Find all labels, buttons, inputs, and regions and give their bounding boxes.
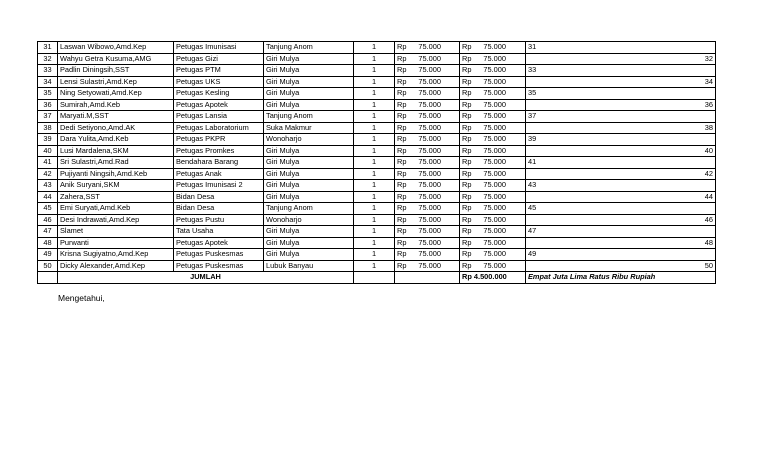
table-row (38, 249, 716, 261)
employee-name: Krisna Sugiyatno,Amd.Kep (58, 249, 174, 261)
unit-rate (395, 111, 460, 123)
work-location: Giri Mulya (264, 53, 354, 65)
amount-value: 75.000 (483, 145, 506, 155)
signature-cell[interactable]: 37 (526, 111, 716, 123)
currency-label: Rp (397, 226, 407, 236)
table-row (38, 168, 716, 180)
row-amount (460, 203, 526, 215)
currency-label: Rp (462, 145, 472, 155)
amount-value: 75.000 (483, 168, 506, 178)
row-number: 46 (38, 214, 58, 226)
total-no-cell (38, 272, 58, 284)
row-number: 41 (38, 157, 58, 169)
row-amount (460, 53, 526, 65)
row-number: 37 (38, 111, 58, 123)
row-amount (460, 76, 526, 88)
unit-rate (395, 237, 460, 249)
employee-name: Slamet (58, 226, 174, 238)
amount-value: 75.000 (483, 99, 506, 109)
honorarium-table (37, 41, 716, 284)
employee-role: Petugas Puskesmas (174, 260, 264, 272)
signature-cell[interactable]: 40 (526, 145, 716, 157)
signature-cell[interactable]: 43 (526, 180, 716, 192)
amount-value: 75.000 (483, 214, 506, 224)
employee-role: Petugas Apotek (174, 99, 264, 111)
currency-label: Rp (462, 122, 472, 132)
employee-role: Petugas Kesling (174, 88, 264, 100)
row-number: 44 (38, 191, 58, 203)
work-location: Giri Mulya (264, 88, 354, 100)
currency-label: Rp (462, 168, 472, 178)
work-location: Giri Mulya (264, 168, 354, 180)
unit-rate (395, 203, 460, 215)
currency-label: Rp (397, 53, 407, 63)
employee-name: Purwanti (58, 237, 174, 249)
rate-value: 75.000 (418, 191, 441, 201)
employee-name: Laswan Wibowo,Amd.Kep (58, 42, 174, 54)
employee-role: Bidan Desa (174, 203, 264, 215)
quantity: 1 (354, 111, 395, 123)
total-in-words: Empat Juta Lima Ratus Ribu Rupiah (526, 272, 716, 284)
row-number: 47 (38, 226, 58, 238)
currency-label: Rp (462, 134, 472, 144)
row-amount (460, 237, 526, 249)
currency-label: Rp (397, 42, 407, 52)
row-amount (460, 157, 526, 169)
currency-label: Rp (397, 88, 407, 98)
employee-name: Dara Yulita,Amd.Keb (58, 134, 174, 146)
unit-rate (395, 42, 460, 54)
row-number: 31 (38, 42, 58, 54)
table-row (38, 157, 716, 169)
row-amount (460, 249, 526, 261)
row-amount (460, 111, 526, 123)
amount-value: 75.000 (483, 76, 506, 86)
row-number: 49 (38, 249, 58, 261)
employee-role: Petugas PKPR (174, 134, 264, 146)
unit-rate (395, 214, 460, 226)
signature-cell[interactable]: 45 (526, 203, 716, 215)
row-amount (460, 65, 526, 77)
row-amount (460, 168, 526, 180)
rate-value: 75.000 (418, 203, 441, 213)
total-row (38, 272, 716, 284)
work-location: Wonoharjo (264, 134, 354, 146)
table-row (38, 237, 716, 249)
rate-value: 75.000 (418, 88, 441, 98)
currency-label: Rp (397, 157, 407, 167)
table-row (38, 53, 716, 65)
amount-value: 75.000 (483, 53, 506, 63)
employee-role: Petugas Pustu (174, 214, 264, 226)
currency-label: Rp (462, 99, 472, 109)
work-location: Giri Mulya (264, 180, 354, 192)
work-location: Giri Mulya (264, 226, 354, 238)
signature-cell[interactable]: 46 (526, 214, 716, 226)
row-number: 35 (38, 88, 58, 100)
amount-value: 75.000 (483, 180, 506, 190)
row-amount (460, 226, 526, 238)
employee-role: Petugas PTM (174, 65, 264, 77)
quantity: 1 (354, 145, 395, 157)
table-row (38, 88, 716, 100)
currency-label: Rp (462, 88, 472, 98)
employee-role: Petugas Promkes (174, 145, 264, 157)
quantity: 1 (354, 76, 395, 88)
employee-role: Petugas Apotek (174, 237, 264, 249)
amount-value: 75.000 (483, 191, 506, 201)
signature-cell[interactable]: 32 (526, 53, 716, 65)
rate-value: 75.000 (418, 99, 441, 109)
table-row (38, 42, 716, 54)
currency-label: Rp (397, 76, 407, 86)
currency-label: Rp (462, 260, 472, 270)
quantity: 1 (354, 122, 395, 134)
rate-value: 75.000 (418, 180, 441, 190)
employee-role: Tata Usaha (174, 226, 264, 238)
unit-rate (395, 226, 460, 238)
work-location: Lubuk Banyau (264, 260, 354, 272)
rate-value: 75.000 (418, 214, 441, 224)
row-number: 36 (38, 99, 58, 111)
work-location: Tanjung Anom (264, 203, 354, 215)
employee-name: Dedi Setiyono,Amd.AK (58, 122, 174, 134)
total-amount: Rp 4.500.000 (460, 272, 526, 284)
rate-value: 75.000 (418, 111, 441, 121)
rate-value: 75.000 (418, 260, 441, 270)
row-number: 39 (38, 134, 58, 146)
total-label: JUMLAH (58, 272, 354, 284)
employee-role: Bidan Desa (174, 191, 264, 203)
signature-cell[interactable]: 47 (526, 226, 716, 238)
currency-label: Rp (462, 42, 472, 52)
currency-label: Rp (397, 191, 407, 201)
employee-role: Petugas Imunisasi 2 (174, 180, 264, 192)
employee-role: Petugas Laboratorium (174, 122, 264, 134)
quantity: 1 (354, 134, 395, 146)
quantity: 1 (354, 203, 395, 215)
rate-value: 75.000 (418, 134, 441, 144)
employee-name: Maryati.M,SST (58, 111, 174, 123)
table-row (38, 145, 716, 157)
row-amount (460, 122, 526, 134)
quantity: 1 (354, 191, 395, 203)
unit-rate (395, 249, 460, 261)
rate-value: 75.000 (418, 157, 441, 167)
signature-cell[interactable]: 49 (526, 249, 716, 261)
table-row (38, 76, 716, 88)
row-amount (460, 260, 526, 272)
table-row (38, 260, 716, 272)
quantity: 1 (354, 99, 395, 111)
row-number: 33 (38, 65, 58, 77)
unit-rate (395, 88, 460, 100)
amount-value: 75.000 (483, 88, 506, 98)
row-amount (460, 191, 526, 203)
signature-cell[interactable]: 33 (526, 65, 716, 77)
row-amount (460, 180, 526, 192)
quantity: 1 (354, 237, 395, 249)
currency-label: Rp (462, 76, 472, 86)
work-location: Giri Mulya (264, 191, 354, 203)
row-number: 43 (38, 180, 58, 192)
work-location: Giri Mulya (264, 157, 354, 169)
currency-label: Rp (397, 168, 407, 178)
table-row (38, 99, 716, 111)
work-location: Wonoharjo (264, 214, 354, 226)
currency-label: Rp (397, 249, 407, 259)
signature-cell[interactable]: 38 (526, 122, 716, 134)
employee-name: Pujiyanti Ningsih,Amd.Keb (58, 168, 174, 180)
signature-cell[interactable]: 41 (526, 157, 716, 169)
currency-label: Rp (397, 65, 407, 75)
quantity: 1 (354, 214, 395, 226)
closing-text: Mengetahui, (58, 293, 105, 303)
currency-label: Rp (397, 180, 407, 190)
table-row (38, 203, 716, 215)
unit-rate (395, 157, 460, 169)
currency-label: Rp (397, 145, 407, 155)
currency-label: Rp (397, 111, 407, 121)
signature-cell[interactable]: 44 (526, 191, 716, 203)
employee-name: Anik Suryani,SKM (58, 180, 174, 192)
employee-role: Petugas Puskesmas (174, 249, 264, 261)
total-qty-cell (354, 272, 395, 284)
quantity: 1 (354, 88, 395, 100)
unit-rate (395, 180, 460, 192)
signature-cell[interactable]: 34 (526, 76, 716, 88)
quantity: 1 (354, 249, 395, 261)
table-row (38, 214, 716, 226)
table-row (38, 134, 716, 146)
signature-cell[interactable]: 31 (526, 42, 716, 54)
employee-name: Lensi Sulastri,Amd.Kep (58, 76, 174, 88)
row-number: 48 (38, 237, 58, 249)
amount-value: 75.000 (483, 203, 506, 213)
currency-label: Rp (397, 99, 407, 109)
table-row (38, 111, 716, 123)
unit-rate (395, 168, 460, 180)
currency-label: Rp (462, 191, 472, 201)
quantity: 1 (354, 168, 395, 180)
amount-value: 75.000 (483, 249, 506, 259)
rate-value: 75.000 (418, 226, 441, 236)
quantity: 1 (354, 260, 395, 272)
quantity: 1 (354, 157, 395, 169)
row-number: 42 (38, 168, 58, 180)
currency-label: Rp (462, 237, 472, 247)
unit-rate (395, 76, 460, 88)
work-location: Tanjung Anom (264, 42, 354, 54)
quantity: 1 (354, 180, 395, 192)
unit-rate (395, 145, 460, 157)
currency-label: Rp (397, 134, 407, 144)
table-row (38, 180, 716, 192)
employee-role: Petugas UKS (174, 76, 264, 88)
signature-cell[interactable]: 36 (526, 99, 716, 111)
signature-cell[interactable]: 50 (526, 260, 716, 272)
row-number: 32 (38, 53, 58, 65)
table-body (38, 42, 716, 272)
employee-role: Petugas Anak (174, 168, 264, 180)
row-amount (460, 99, 526, 111)
unit-rate (395, 260, 460, 272)
currency-label: Rp (397, 214, 407, 224)
currency-label: Rp (462, 226, 472, 236)
work-location: Giri Mulya (264, 99, 354, 111)
row-amount (460, 42, 526, 54)
row-number: 38 (38, 122, 58, 134)
work-location: Giri Mulya (264, 65, 354, 77)
signature-cell[interactable]: 48 (526, 237, 716, 249)
rate-value: 75.000 (418, 145, 441, 155)
amount-value: 75.000 (483, 226, 506, 236)
employee-name: Sumirah,Amd.Keb (58, 99, 174, 111)
row-number: 34 (38, 76, 58, 88)
rate-value: 75.000 (418, 237, 441, 247)
rate-value: 75.000 (418, 168, 441, 178)
amount-value: 75.000 (483, 65, 506, 75)
currency-label: Rp (462, 157, 472, 167)
currency-label: Rp (397, 122, 407, 132)
employee-role: Bendahara Barang (174, 157, 264, 169)
signature-cell[interactable]: 42 (526, 168, 716, 180)
employee-name: Desi Indrawati,Amd.Kep (58, 214, 174, 226)
employee-role: Petugas Gizi (174, 53, 264, 65)
currency-label: Rp (397, 260, 407, 270)
row-number: 45 (38, 203, 58, 215)
unit-rate (395, 99, 460, 111)
table-row (38, 191, 716, 203)
currency-label: Rp (397, 237, 407, 247)
currency-label: Rp (462, 203, 472, 213)
table-row (38, 226, 716, 238)
amount-value: 75.000 (483, 260, 506, 270)
quantity: 1 (354, 65, 395, 77)
table-row (38, 122, 716, 134)
employee-name: Padlin Diningsih,SST (58, 65, 174, 77)
work-location: Giri Mulya (264, 76, 354, 88)
work-location: Suka Makmur (264, 122, 354, 134)
quantity: 1 (354, 53, 395, 65)
amount-value: 75.000 (483, 111, 506, 121)
rate-value: 75.000 (418, 42, 441, 52)
work-location: Tanjung Anom (264, 111, 354, 123)
rate-value: 75.000 (418, 122, 441, 132)
currency-label: Rp (462, 111, 472, 121)
rate-value: 75.000 (418, 249, 441, 259)
amount-value: 75.000 (483, 237, 506, 247)
unit-rate (395, 65, 460, 77)
employee-name: Ning Setyowati,Amd.Kep (58, 88, 174, 100)
unit-rate (395, 122, 460, 134)
currency-label: Rp (397, 203, 407, 213)
currency-label: Rp (462, 249, 472, 259)
row-number: 50 (38, 260, 58, 272)
employee-role: Petugas Lansia (174, 111, 264, 123)
rate-value: 75.000 (418, 65, 441, 75)
total-rate-cell (395, 272, 460, 284)
amount-value: 75.000 (483, 134, 506, 144)
employee-name: Emi Suryati,Amd.Keb (58, 203, 174, 215)
currency-label: Rp (462, 214, 472, 224)
work-location: Giri Mulya (264, 249, 354, 261)
quantity: 1 (354, 42, 395, 54)
unit-rate (395, 134, 460, 146)
amount-value: 75.000 (483, 42, 506, 52)
row-amount (460, 214, 526, 226)
row-number: 40 (38, 145, 58, 157)
signature-cell[interactable]: 35 (526, 88, 716, 100)
signature-cell[interactable]: 39 (526, 134, 716, 146)
unit-rate (395, 191, 460, 203)
employee-name: Sri Sulastri,Amd.Rad (58, 157, 174, 169)
row-amount (460, 134, 526, 146)
work-location: Giri Mulya (264, 145, 354, 157)
employee-name: Zahera,SST (58, 191, 174, 203)
currency-label: Rp (462, 53, 472, 63)
employee-name: Wahyu Getra Kusuma,AMG (58, 53, 174, 65)
work-location: Giri Mulya (264, 237, 354, 249)
employee-role: Petugas Imunisasi (174, 42, 264, 54)
table-row (38, 65, 716, 77)
rate-value: 75.000 (418, 53, 441, 63)
unit-rate (395, 53, 460, 65)
row-amount (460, 88, 526, 100)
employee-name: Lusi Mardalena,SKM (58, 145, 174, 157)
amount-value: 75.000 (483, 157, 506, 167)
currency-label: Rp (462, 180, 472, 190)
rate-value: 75.000 (418, 76, 441, 86)
amount-value: 75.000 (483, 122, 506, 132)
employee-name: Dicky Alexander,Amd.Kep (58, 260, 174, 272)
currency-label: Rp (462, 65, 472, 75)
row-amount (460, 145, 526, 157)
quantity: 1 (354, 226, 395, 238)
